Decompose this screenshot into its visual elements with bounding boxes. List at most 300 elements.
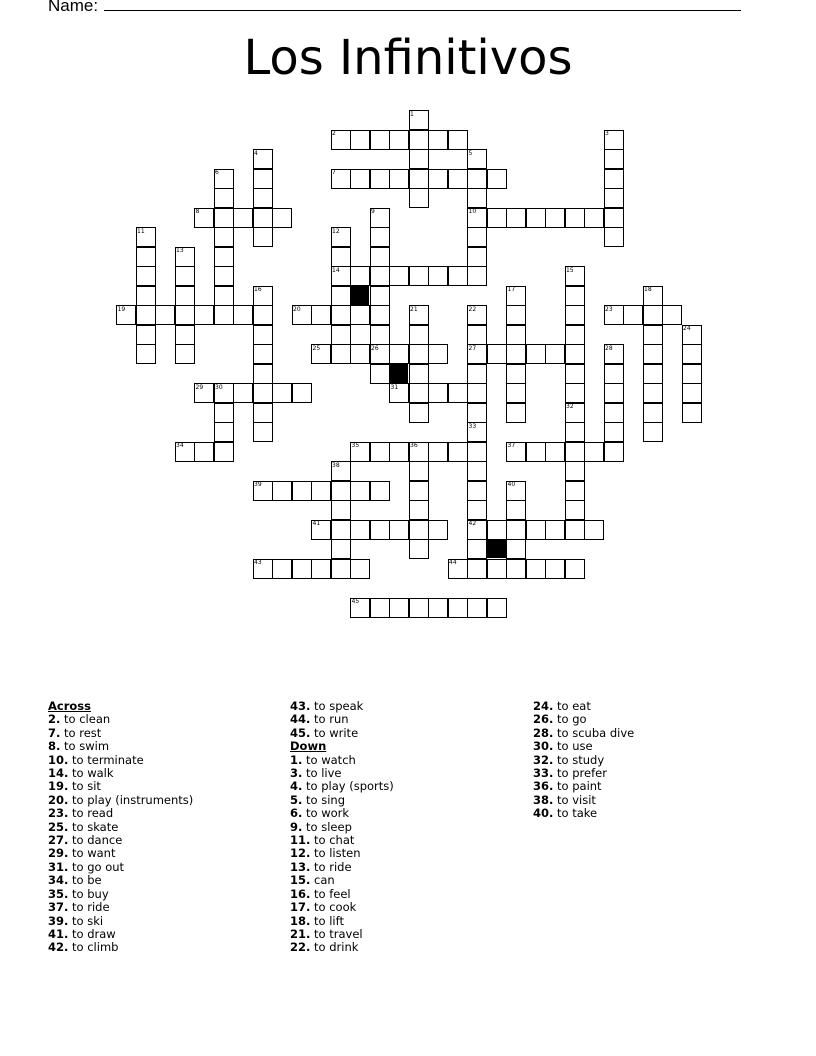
- grid-cell[interactable]: [487, 208, 507, 228]
- grid-cell[interactable]: [136, 247, 156, 267]
- grid-cell[interactable]: [506, 500, 526, 520]
- clue-text: to draw: [68, 926, 116, 941]
- across-clue: [290, 700, 394, 713]
- grid-cell[interactable]: [428, 266, 448, 286]
- grid-cell[interactable]: [253, 422, 273, 442]
- grid-cell[interactable]: [272, 208, 292, 228]
- across-clue: [48, 713, 193, 726]
- clue-text: to speak: [310, 699, 364, 713]
- across-clue: [290, 713, 394, 726]
- clue-num: 45.: [290, 725, 311, 740]
- black-square: [389, 364, 408, 383]
- grid-cell[interactable]: [389, 130, 409, 150]
- clue-text: to drink: [310, 940, 359, 955]
- grid-cell[interactable]: [389, 344, 409, 364]
- grid-cell[interactable]: [604, 208, 624, 228]
- grid-cell[interactable]: [487, 169, 507, 189]
- clue-num: 39.: [48, 913, 69, 928]
- grid-cell[interactable]: [370, 130, 390, 150]
- clue-text: to skate: [68, 819, 119, 834]
- grid-cell[interactable]: [604, 383, 624, 403]
- clue-text: to study: [553, 752, 605, 767]
- grid-cell[interactable]: [409, 344, 429, 364]
- grid-cell[interactable]: [370, 247, 390, 267]
- grid-cell[interactable]: [643, 305, 663, 325]
- clue-num: 10.: [48, 752, 69, 767]
- grid-cell[interactable]: [506, 325, 526, 345]
- grid-cell[interactable]: [311, 559, 331, 579]
- grid-cell[interactable]: [175, 325, 195, 345]
- grid-cell[interactable]: [370, 364, 390, 384]
- grid-cell[interactable]: [194, 442, 214, 462]
- grid-cell[interactable]: [467, 403, 487, 423]
- grid-cell[interactable]: [253, 383, 273, 403]
- grid-cell[interactable]: [370, 169, 390, 189]
- grid-cell[interactable]: [409, 149, 429, 169]
- clue-num: 4.: [290, 779, 303, 794]
- grid-cell[interactable]: [389, 266, 409, 286]
- grid-cell[interactable]: [233, 208, 253, 228]
- grid-cell[interactable]: [526, 208, 546, 228]
- down-clue: [533, 700, 634, 713]
- clue-text: to swim: [60, 739, 110, 754]
- clue-number: 19: [117, 305, 126, 313]
- grid-cell[interactable]: [467, 266, 487, 286]
- grid-cell[interactable]: [565, 208, 585, 228]
- across-clue: [48, 928, 193, 941]
- grid-cell[interactable]: [370, 286, 390, 306]
- grid-cell[interactable]: [370, 266, 390, 286]
- clue-number: 38: [332, 461, 340, 469]
- grid-cell[interactable]: [370, 305, 390, 325]
- grid-cell[interactable]: [643, 364, 663, 384]
- grid-cell[interactable]: [253, 403, 273, 423]
- clue-text: to walk: [68, 766, 114, 781]
- clue-number: 40: [507, 481, 516, 488]
- down-clue: [290, 941, 394, 954]
- clue-num: 27.: [48, 833, 69, 848]
- clue-num: 12.: [290, 846, 311, 861]
- grid-cell[interactable]: [643, 344, 663, 364]
- grid-cell[interactable]: [292, 481, 312, 501]
- grid-cell[interactable]: [448, 442, 468, 462]
- black-square: [350, 286, 369, 305]
- grid-cell[interactable]: [370, 520, 390, 540]
- grid-cell[interactable]: [545, 344, 565, 364]
- clue-text: to run: [310, 712, 349, 727]
- clue-number: 26: [371, 344, 379, 352]
- grid-cell[interactable]: [604, 442, 624, 462]
- across-clue: [48, 834, 193, 847]
- down-heading: Down: [290, 739, 327, 754]
- clue-number: 9: [371, 208, 375, 215]
- grid-cell[interactable]: [506, 559, 526, 579]
- clue-number: 36: [410, 442, 418, 449]
- grid-cell[interactable]: [331, 559, 351, 579]
- grid-cell[interactable]: [331, 286, 351, 306]
- grid-cell[interactable]: [350, 344, 370, 364]
- name-label: Name:: [48, 0, 99, 15]
- clues-column-1: [48, 700, 193, 955]
- grid-cell[interactable]: [253, 169, 273, 189]
- clue-num: 21.: [290, 926, 311, 941]
- grid-cell[interactable]: [662, 305, 682, 325]
- across-clue: [48, 754, 193, 767]
- grid-cell[interactable]: [155, 305, 175, 325]
- across-clue: [48, 901, 193, 914]
- clue-num: 43.: [290, 699, 311, 713]
- grid-cell[interactable]: [350, 520, 370, 540]
- across-clue: [48, 780, 193, 793]
- grid-cell[interactable]: [643, 325, 663, 345]
- clue-num: 35.: [48, 886, 69, 901]
- grid-cell[interactable]: [467, 559, 487, 579]
- grid-cell[interactable]: [331, 520, 351, 540]
- clue-num: 5.: [290, 792, 303, 807]
- grid-cell[interactable]: [409, 461, 429, 481]
- grid-cell[interactable]: [409, 500, 429, 520]
- grid-cell[interactable]: [526, 559, 546, 579]
- grid-cell[interactable]: [467, 539, 487, 559]
- clue-text: to clean: [60, 712, 111, 727]
- grid-cell[interactable]: [604, 422, 624, 442]
- grid-cell[interactable]: [272, 559, 292, 579]
- grid-cell[interactable]: [506, 344, 526, 364]
- grid-cell[interactable]: [643, 383, 663, 403]
- grid-cell[interactable]: [506, 539, 526, 559]
- grid-cell[interactable]: [682, 383, 702, 403]
- grid-cell[interactable]: [604, 364, 624, 384]
- clue-text: to write: [310, 725, 359, 740]
- clue-number: 20: [293, 305, 301, 313]
- clue-num: 41.: [48, 926, 69, 941]
- grid-cell[interactable]: [545, 442, 565, 462]
- grid-cell[interactable]: [350, 481, 370, 501]
- clue-text: to take: [553, 806, 598, 821]
- grid-cell[interactable]: [253, 344, 273, 364]
- grid-cell[interactable]: [272, 383, 292, 403]
- grid-cell[interactable]: [448, 169, 468, 189]
- grid-cell[interactable]: [682, 403, 702, 423]
- grid-cell[interactable]: [175, 344, 195, 364]
- clue-num: 2.: [48, 712, 61, 727]
- clue-num: 32.: [533, 752, 554, 767]
- grid-cell[interactable]: [428, 598, 448, 618]
- clues-column-2: [290, 700, 394, 955]
- grid-cell[interactable]: [370, 325, 390, 345]
- grid-cell[interactable]: [467, 325, 487, 345]
- grid-cell[interactable]: [682, 364, 702, 384]
- grid-cell[interactable]: [565, 500, 585, 520]
- grid-cell[interactable]: [428, 130, 448, 150]
- grid-cell[interactable]: [467, 383, 487, 403]
- clue-number: 11: [137, 227, 145, 235]
- grid-cell[interactable]: [311, 305, 331, 325]
- grid-cell[interactable]: [565, 344, 585, 364]
- down-clue: [533, 740, 634, 753]
- clue-number: 4: [254, 149, 258, 157]
- grid-cell[interactable]: [428, 169, 448, 189]
- grid-cell[interactable]: [545, 559, 565, 579]
- grid-cell[interactable]: [448, 383, 468, 403]
- grid-cell[interactable]: [214, 188, 234, 208]
- grid-cell[interactable]: [331, 539, 351, 559]
- grid-cell[interactable]: [409, 383, 429, 403]
- grid-cell[interactable]: [604, 188, 624, 208]
- grid-cell[interactable]: [253, 188, 273, 208]
- grid-cell[interactable]: [409, 520, 429, 540]
- clue-number: 23: [605, 305, 613, 313]
- grid-cell[interactable]: [331, 481, 351, 501]
- grid-cell[interactable]: [233, 383, 253, 403]
- clue-text: to lift: [310, 913, 344, 928]
- clue-number: 37: [507, 442, 516, 449]
- grid-cell[interactable]: [409, 188, 429, 208]
- grid-cell[interactable]: [253, 208, 273, 228]
- grid-cell[interactable]: [428, 383, 448, 403]
- grid-cell[interactable]: [214, 286, 234, 306]
- clue-number: 42: [468, 520, 477, 527]
- grid-cell[interactable]: [136, 286, 156, 306]
- grid-cell[interactable]: [604, 403, 624, 423]
- grid-cell[interactable]: [292, 383, 312, 403]
- grid-cell[interactable]: [623, 305, 643, 325]
- clue-number: 2: [332, 130, 336, 137]
- grid-cell[interactable]: [506, 383, 526, 403]
- down-clue: [533, 713, 634, 726]
- grid-cell[interactable]: [584, 520, 604, 540]
- grid-cell[interactable]: [565, 481, 585, 501]
- grid-cell[interactable]: [643, 403, 663, 423]
- grid-cell[interactable]: [409, 169, 429, 189]
- grid-cell[interactable]: [604, 227, 624, 247]
- grid-cell[interactable]: [448, 266, 468, 286]
- grid-cell[interactable]: [487, 559, 507, 579]
- down-clue: [290, 754, 394, 767]
- grid-cell[interactable]: [565, 305, 585, 325]
- grid-cell[interactable]: [467, 169, 487, 189]
- grid-cell[interactable]: [409, 130, 429, 150]
- grid-cell[interactable]: [467, 247, 487, 267]
- grid-cell[interactable]: [370, 598, 390, 618]
- grid-cell[interactable]: [311, 481, 331, 501]
- clue-number: 25: [312, 344, 321, 352]
- grid-cell[interactable]: [389, 598, 409, 618]
- grid-cell[interactable]: [565, 422, 585, 442]
- grid-cell[interactable]: [565, 520, 585, 540]
- grid-cell[interactable]: [409, 598, 429, 618]
- grid-cell[interactable]: [584, 442, 604, 462]
- grid-cell[interactable]: [409, 325, 429, 345]
- clue-text: to work: [302, 806, 350, 821]
- clue-text: to chat: [310, 833, 355, 848]
- clue-num: 7.: [48, 725, 61, 740]
- grid-cell[interactable]: [331, 247, 351, 267]
- grid-cell[interactable]: [565, 286, 585, 306]
- grid-cell[interactable]: [350, 169, 370, 189]
- grid-cell[interactable]: [506, 520, 526, 540]
- grid-cell[interactable]: [428, 520, 448, 540]
- grid-cell[interactable]: [136, 305, 156, 325]
- grid-cell[interactable]: [194, 305, 214, 325]
- down-clue: [290, 767, 394, 780]
- clue-num: 3.: [290, 766, 303, 781]
- clue-text: to sit: [68, 779, 101, 794]
- grid-cell[interactable]: [565, 559, 585, 579]
- grid-cell[interactable]: [331, 305, 351, 325]
- grid-cell[interactable]: [506, 403, 526, 423]
- grid-cell[interactable]: [214, 403, 234, 423]
- grid-cell[interactable]: [331, 344, 351, 364]
- clue-num: 25.: [48, 819, 69, 834]
- grid-cell[interactable]: [350, 559, 370, 579]
- grid-cell[interactable]: [487, 598, 507, 618]
- clue-num: 1.: [290, 752, 303, 767]
- clue-text: to terminate: [68, 752, 144, 767]
- grid-cell[interactable]: [233, 305, 253, 325]
- grid-cell[interactable]: [467, 188, 487, 208]
- grid-cell[interactable]: [409, 539, 429, 559]
- grid-cell[interactable]: [136, 344, 156, 364]
- grid-cell[interactable]: [292, 559, 312, 579]
- grid-cell[interactable]: [214, 208, 234, 228]
- grid-cell[interactable]: [487, 520, 507, 540]
- clue-number: 10: [468, 208, 477, 215]
- clues-column-3: [533, 700, 634, 821]
- grid-cell[interactable]: [350, 305, 370, 325]
- clue-number: 33: [468, 422, 477, 430]
- clue-number: 43: [254, 559, 262, 566]
- clue-num: 30.: [533, 739, 554, 754]
- grid-cell[interactable]: [389, 169, 409, 189]
- down-clue: [290, 928, 394, 941]
- grid-cell[interactable]: [331, 325, 351, 345]
- grid-cell[interactable]: [467, 364, 487, 384]
- clue-num: 11.: [290, 833, 311, 848]
- grid-cell[interactable]: [584, 208, 604, 228]
- down-clue: [533, 780, 634, 793]
- page-title: Los Infinitivos: [243, 30, 573, 86]
- across-clue: [48, 941, 193, 954]
- grid-cell[interactable]: [370, 442, 390, 462]
- down-clue: [290, 821, 394, 834]
- grid-cell[interactable]: [136, 325, 156, 345]
- down-clue: [290, 888, 394, 901]
- grid-cell[interactable]: [545, 208, 565, 228]
- clue-text: to buy: [68, 886, 109, 901]
- grid-cell[interactable]: [253, 305, 273, 325]
- grid-cell[interactable]: [487, 344, 507, 364]
- grid-cell[interactable]: [175, 266, 195, 286]
- down-clue: [533, 807, 634, 820]
- clue-number: 14: [332, 266, 340, 274]
- clue-num: 17.: [290, 900, 311, 915]
- grid-cell[interactable]: [428, 344, 448, 364]
- grid-cell[interactable]: [506, 364, 526, 384]
- grid-cell[interactable]: [545, 520, 565, 540]
- grid-cell[interactable]: [565, 383, 585, 403]
- grid-cell[interactable]: [565, 364, 585, 384]
- grid-cell[interactable]: [409, 481, 429, 501]
- clue-text: to sleep: [302, 819, 352, 834]
- grid-cell[interactable]: [350, 130, 370, 150]
- grid-cell[interactable]: [214, 442, 234, 462]
- grid-cell[interactable]: [565, 461, 585, 481]
- grid-cell[interactable]: [350, 266, 370, 286]
- grid-cell[interactable]: [214, 247, 234, 267]
- clue-number: 3: [605, 130, 609, 137]
- grid-cell[interactable]: [253, 325, 273, 345]
- grid-cell[interactable]: [389, 520, 409, 540]
- grid-cell[interactable]: [409, 364, 429, 384]
- grid-cell[interactable]: [409, 403, 429, 423]
- clue-number: 32: [566, 403, 574, 410]
- grid-cell[interactable]: [175, 286, 195, 306]
- grid-cell[interactable]: [467, 461, 487, 481]
- across-heading: Across: [48, 699, 91, 713]
- grid-cell[interactable]: [370, 227, 390, 247]
- clue-num: 44.: [290, 712, 311, 727]
- down-clue: [290, 807, 394, 820]
- grid-cell[interactable]: [370, 481, 390, 501]
- grid-cell[interactable]: [214, 266, 234, 286]
- grid-cell[interactable]: [604, 149, 624, 169]
- grid-cell[interactable]: [253, 227, 273, 247]
- grid-cell[interactable]: [409, 266, 429, 286]
- clue-text: to sing: [302, 792, 346, 807]
- grid-cell[interactable]: [643, 422, 663, 442]
- grid-cell[interactable]: [253, 364, 273, 384]
- grid-cell[interactable]: [467, 227, 487, 247]
- grid-cell[interactable]: [506, 305, 526, 325]
- clue-number: 39: [254, 481, 262, 488]
- grid-cell[interactable]: [214, 422, 234, 442]
- clue-number: 21: [410, 305, 418, 313]
- clue-text: to ski: [68, 913, 104, 928]
- grid-cell[interactable]: [526, 442, 546, 462]
- grid-cell[interactable]: [565, 442, 585, 462]
- clue-number: 8: [195, 208, 200, 215]
- clue-text: to play (instruments): [68, 792, 194, 807]
- grid-cell[interactable]: [448, 130, 468, 150]
- clue-number: 5: [468, 149, 473, 157]
- grid-cell[interactable]: [389, 442, 409, 462]
- grid-cell[interactable]: [175, 305, 195, 325]
- clue-number: 44: [449, 559, 457, 566]
- grid-cell[interactable]: [136, 266, 156, 286]
- across-clue: [48, 794, 193, 807]
- grid-cell[interactable]: [428, 442, 448, 462]
- grid-cell[interactable]: [467, 442, 487, 462]
- grid-cell[interactable]: [331, 500, 351, 520]
- grid-cell[interactable]: [272, 481, 292, 501]
- grid-cell[interactable]: [682, 344, 702, 364]
- grid-cell[interactable]: [526, 520, 546, 540]
- clue-text: to be: [68, 873, 102, 888]
- grid-cell[interactable]: [214, 305, 234, 325]
- grid-cell[interactable]: [526, 344, 546, 364]
- grid-cell[interactable]: [214, 227, 234, 247]
- grid-cell[interactable]: [604, 169, 624, 189]
- grid-cell[interactable]: [467, 598, 487, 618]
- clue-text: to visit: [553, 792, 596, 807]
- clue-text: to live: [302, 766, 342, 781]
- grid-cell[interactable]: [467, 481, 487, 501]
- grid-cell[interactable]: [467, 500, 487, 520]
- grid-cell[interactable]: [448, 598, 468, 618]
- grid-cell[interactable]: [506, 208, 526, 228]
- grid-cell[interactable]: [565, 325, 585, 345]
